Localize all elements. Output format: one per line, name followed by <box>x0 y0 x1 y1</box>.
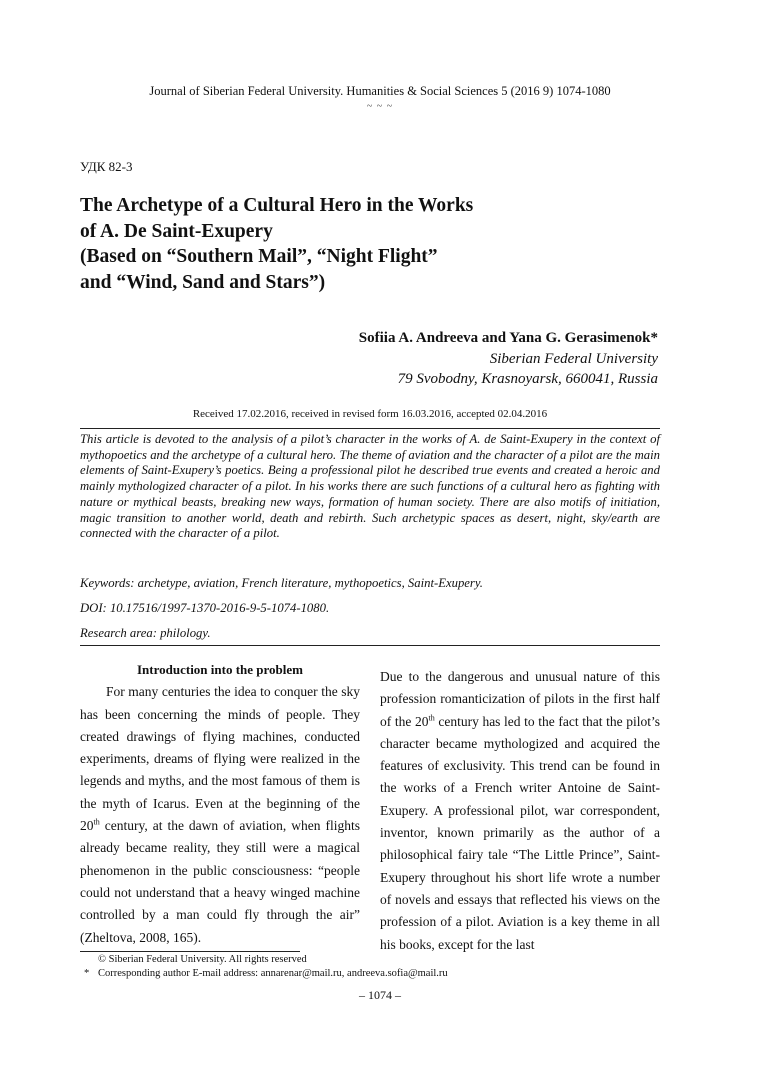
article-title <box>80 193 560 295</box>
footnote-rule <box>80 951 300 952</box>
copyright-note: © Siberian Federal University. All rights reserved <box>98 954 307 965</box>
received-dates: Received 17.02.2016, received in revised form 16.03.2016, accepted 02.04.2016 <box>192 408 548 420</box>
author-affiliation: Siberian Federal University <box>489 350 658 367</box>
keywords: Keywords: archetype, aviation, French literature, mythopoetics, Saint-Exupery. <box>80 576 483 590</box>
author-names: Sofiia A. Andreeva and Yana G. Gerasimenok* <box>358 330 658 346</box>
abstract: This article is devoted to the analysis of a pilot’s character in the works of A. de Saint-Exupery in the context of mythopoetics and the archetype of a cultural hero. The theme of aviation and the character of a pilot are the main elements of Saint-Exupery’s poetics. Being a professional pilot he described true events and created a heroic and mainly mythologized character of a pilot. In his works there are such functions of a cultural hero as fighting with nature or mythical beasts, breaking new ways, formation of human society. There are also motifs of initiation, magic transition to another world, death and rebirth. Such archetypic spaces as desert, night, sky/earth are connected with the character of a pilot. <box>80 432 660 541</box>
corresponding-author-note: Corresponding author E-mail address: annarenar@mail.ru, andreeva.sofia@mail.ru <box>98 968 448 979</box>
title-line: and “Wind, Sand and Stars”) <box>80 271 326 293</box>
body-paragraph: For many centuries the idea to conquer the sky has been concerning the minds of people. They created drawings of flying machines, conducted experiments, dreams of flying were realized in the legends and myths, and the most famous of them is the myth of Icarus. Even at the beginning of the 20th century, at the dawn of aviation, when flights already became reality, they still were a magical phenomenon in the public consciousness: “people could not understand that a heavy winged machine controlled by a man could fly through the air” (Zheltova, 2008, 165). <box>80 684 360 945</box>
right-column <box>380 666 660 956</box>
udk-code: УДК 82-3 <box>80 159 133 174</box>
footnote-marker: * <box>84 968 90 979</box>
body-paragraph: Due to the dangerous and unusual nature of this profession romanticization of pilots in the first half of the 20th century has led to the fact that the pilot’s character became mythologized and acquired the features of exclusivity. This trend can be found in the works of a French writer Antoine de Saint-Exupery. A professional pilot, war correspondent, inventor, known primarily as the author of a philosophical fairy tale “The Little Prince”, Saint-Exupery throughout his short life wrote a number of novels and essays that reflected his views on the profession of a pilot. Aviation is a key theme in all his books, except for the last <box>380 669 660 952</box>
research-area: Research area: philology. <box>80 626 211 640</box>
title-line: (Based on “Southern Mail”, “Night Flight” <box>80 246 438 267</box>
journal-header: Journal of Siberian Federal University. Humanities & Social Sciences 5 (2016 9) 1074-1080 <box>149 84 611 98</box>
header-separator: ~ ~ ~ <box>366 101 394 112</box>
author-address: 79 Svobodny, Krasnoyarsk, 660041, Russia <box>397 371 658 387</box>
left-column <box>80 659 360 949</box>
abstract-bottom-rule <box>80 645 660 646</box>
doi: DOI: 10.17516/1997-1370-2016-9-5-1074-1080. <box>80 601 330 615</box>
section-heading: Introduction into the problem <box>136 662 303 677</box>
author-block <box>359 328 658 390</box>
page-number: – 1074 – <box>359 988 401 1002</box>
abstract-top-rule <box>80 428 660 429</box>
title-line: The Archetype of a Cultural Hero in the Works <box>80 195 474 216</box>
title-line: of A. De Saint-Exupery <box>80 220 273 242</box>
